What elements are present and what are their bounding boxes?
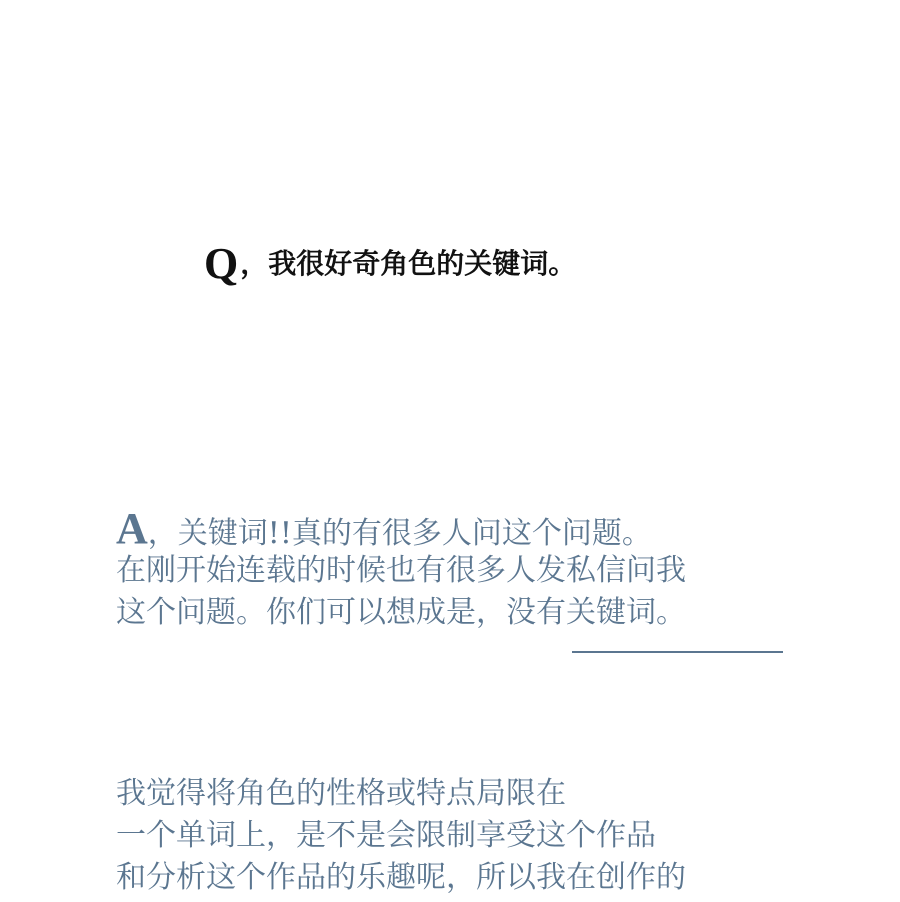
- paragraph-2: [116, 773, 686, 899]
- paragraph-2-line-2: 一个单词上，是不是会限制享受这个作品: [116, 818, 656, 853]
- question-letter: Q: [204, 239, 239, 288]
- paragraph-2-line-1: 我觉得将角色的性格或特点局限在: [116, 776, 566, 811]
- answer-line-1: [116, 504, 686, 553]
- answer-line-2: 在刚开始连载的时候也有很多人发私信问我: [116, 553, 686, 588]
- question-heading: [204, 238, 576, 290]
- answer-line-3-prefix: 这个问题。你们可以想成是，: [116, 595, 506, 630]
- paragraph-2-line-3: 和分析这个作品的乐趣呢，所以我在创作的: [116, 860, 686, 895]
- question-text: ，我很好奇角色的关键词。: [240, 247, 577, 280]
- answer-highlight: 没有关键词。: [506, 595, 686, 630]
- answer-line-3: [116, 592, 686, 634]
- highlight-underline: [572, 651, 783, 653]
- answer-letter: A: [116, 504, 148, 553]
- answer-block: [116, 504, 686, 634]
- answer-line-1-text: ，关键词!!真的有很多人问这个问题。: [147, 516, 652, 551]
